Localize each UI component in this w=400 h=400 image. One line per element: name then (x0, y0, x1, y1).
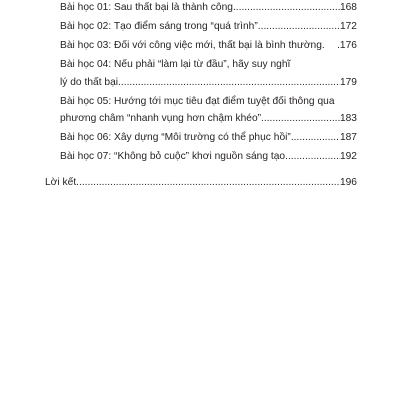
dot-leader (76, 177, 340, 189)
toc-entry-lesson-06 (60, 132, 357, 144)
toc-entry-lesson-04-line2 (60, 77, 357, 89)
dot-leader (121, 77, 340, 89)
toc-entry-page: 187 (339, 132, 357, 143)
toc-entry-page: 183 (339, 113, 357, 124)
toc-entry-title-continued: phương châm “nhanh vụng hơn chậm khéo”. (60, 113, 264, 124)
toc-entry-page: 168 (339, 2, 357, 13)
toc-entry-lesson-05-line2 (60, 113, 357, 125)
toc-entry-page: 196 (339, 177, 357, 188)
toc-entry-title: Bài học 01: Sau thất bại là thành công. (60, 2, 236, 13)
toc-entry-title: Bài học 05: Hướng tới mục tiêu đạt điểm tuyệt đối thông qua (60, 96, 335, 107)
toc-entry-lesson-03 (60, 40, 357, 52)
dot-leader (288, 151, 340, 163)
dot-leader (264, 113, 340, 125)
toc-entry-lesson-01 (60, 2, 357, 14)
toc-entry-title: Bài học 06: Xây dựng “Môi trường có thể phục hồi” (60, 132, 291, 143)
toc-entry-page: .176 (337, 40, 357, 51)
toc-entry-title: Bài học 03: Đối với công việc mới, thất bại là bình thường. (60, 40, 325, 51)
toc-entry-page: 179 (339, 77, 357, 88)
dot-leader (236, 2, 340, 14)
toc-entry-lesson-04-line1 (60, 59, 357, 71)
toc-entry-title-continued: lý do thất bại. (60, 77, 121, 88)
toc-entry-title: Bài học 04: Nếu phải “làm lại từ đầu”, hãy suy nghĩ (60, 59, 291, 70)
toc-entry-lesson-07 (60, 151, 357, 163)
toc-entry-closing (45, 177, 357, 189)
toc-entry-title: Lời kết (45, 177, 77, 188)
toc-entry-page: 172 (339, 21, 357, 32)
toc-entry-title: Bài học 02: Tạo điểm sáng trong “quá trình”. (60, 21, 261, 32)
toc-entry-lesson-05-line1 (60, 96, 357, 108)
toc-entry-title: Bài học 07: “Không bỏ cuộc” khơi nguồn sáng tạo. (60, 151, 288, 162)
dot-leader (261, 21, 340, 33)
dot-leader (291, 132, 340, 144)
toc-entry-page: 192 (339, 151, 357, 162)
toc-entry-lesson-02 (60, 21, 357, 33)
